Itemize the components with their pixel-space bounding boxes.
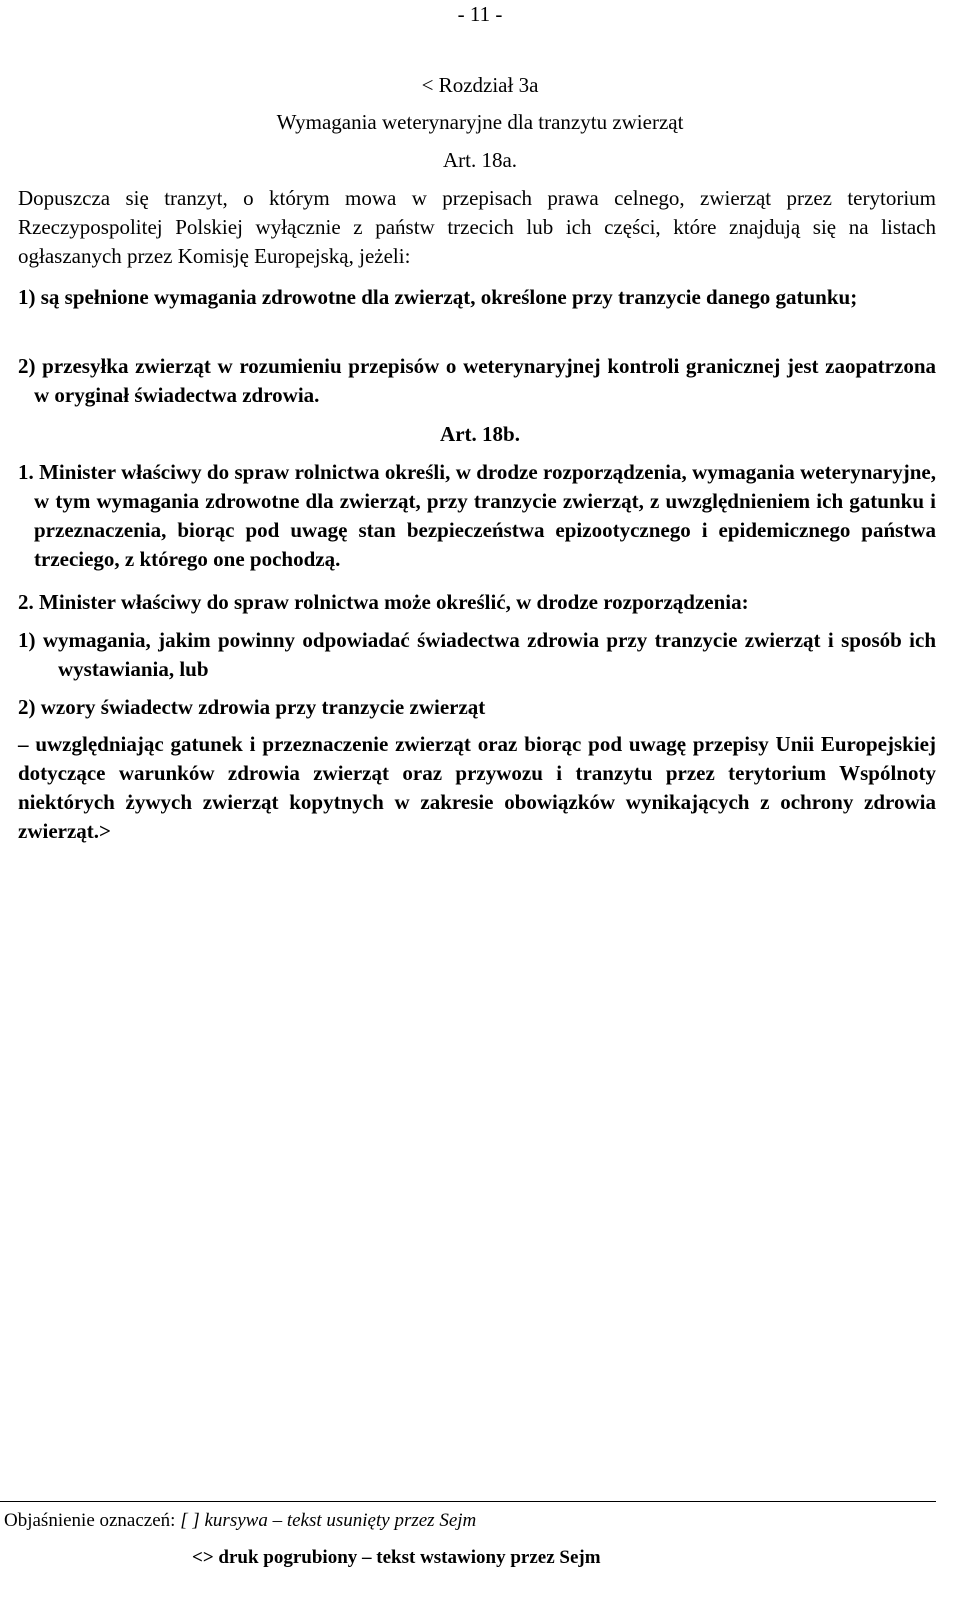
article-18b-paragraph-2-point-1: 1) wymagania, jakim powinny odpowiadać świadectwa zdrowia przy tranzycie zwierząt i sposób ich wystawiania, lub: [18, 628, 936, 681]
article-18b-paragraph-2-point-2: 2) wzory świadectw zdrowia przy tranzycie zwierząt: [18, 695, 486, 719]
article-18b-heading: Art. 18b.: [440, 422, 520, 446]
footer-legend-bold: <> druk pogrubiony – tekst wstawiony przez Sejm: [192, 1547, 601, 1568]
article-18b-closing: – uwzględniając gatunek i przeznaczenie zwierząt oraz biorąc pod uwagę przepisy Unii Europejskiej dotyczące warunków zdrowia zwierząt oraz przywozu i tranzytu przez terytorium Wspólnoty niektórych żywych zwierząt kopytnych w zakresie obowiązków wynikających z ochrony zdrowia zwierząt.>: [18, 732, 936, 843]
article-18b-paragraph-1: 1. Minister właściwy do spraw rolnictwa określi, w drodze rozporządzenia, wymagania weterynaryjne, w tym wymagania zdrowotne dla zwierząt, przy tranzycie zwierząt, z uwzględnieniem ich gatunku i przeznaczenia, biorąc pod uwagę stan bezpieczeństwa epizootycznego i epidemicznego państwa trzeciego, z którego one pochodzą.: [18, 460, 936, 571]
footer-divider: [0, 1501, 936, 1502]
article-18a-intro: Dopuszcza się tranzyt, o którym mowa w przepisach prawa celnego, zwierząt przez terytorium Rzeczypospolitej Polskiej wyłącznie z państw trzecich lub ich części, które znajdują się na listach ogłaszanych przez Komisję Europejską, jeżeli:: [18, 186, 936, 268]
footer-legend-italic-text: [ ] kursywa – tekst usunięty przez Sejm: [180, 1510, 477, 1531]
footer-legend-label: Objaśnienie oznaczeń:: [4, 1510, 176, 1531]
article-18b-paragraph-2: 2. Minister właściwy do spraw rolnictwa może określić, w drodze rozporządzenia:: [18, 590, 749, 614]
article-18a-point-2: 2) przesyłka zwierząt w rozumieniu przepisów o weterynaryjnej kontroli granicznej jest zaopatrzona w oryginał świadectwa zdrowia.: [18, 354, 936, 407]
article-18a-point-1: 1) są spełnione wymagania zdrowotne dla zwierząt, określone przy tranzycie danego gatunku;: [18, 285, 858, 309]
article-18a-heading: Art. 18a.: [442, 148, 518, 172]
chapter-title: < Rozdział 3a: [421, 73, 539, 97]
footer-legend-italic: [4, 1509, 944, 1533]
chapter-subtitle: Wymagania weterynaryjne dla tranzytu zwierząt: [276, 110, 684, 134]
page-number: - 11 -: [457, 2, 503, 26]
